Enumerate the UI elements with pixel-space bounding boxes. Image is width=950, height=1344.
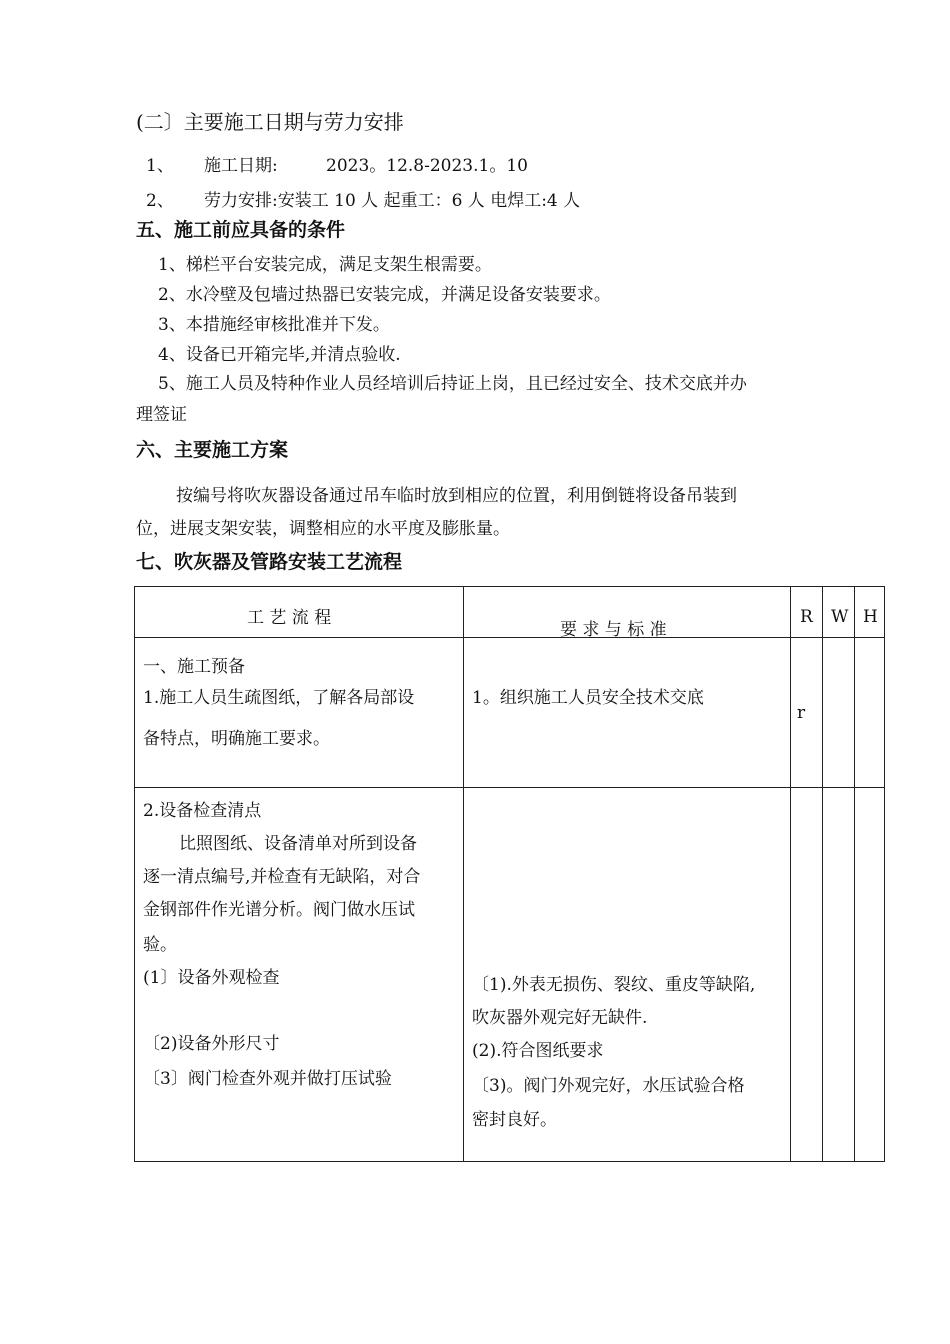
section7-title: 七、吹灰器及管路安装工艺流程: [136, 551, 403, 573]
header-w-cell: [823, 587, 855, 638]
row2-requirement-line: 密封良好。: [472, 1110, 557, 1130]
row1-w-cell: [823, 638, 855, 788]
table-row: [135, 638, 885, 788]
row2-process-line: 比照图纸、设备清单对所到设备: [179, 834, 417, 854]
section5-item-1: 1、梯栏平台安装完成，满足支架生根需要。: [158, 255, 492, 275]
header-w: W: [831, 607, 849, 627]
row1-process-cell: [135, 638, 464, 788]
row2-process-line: 〔2)设备外形尺寸: [143, 1034, 280, 1054]
row2-r-cell: [791, 788, 823, 1162]
row2-process-line: 逐一清点编号,并检查有无缺陷，对合: [143, 867, 421, 887]
section5-title: 五、施工前应具备的条件: [136, 219, 346, 241]
schedule-item1-label: 施工日期:: [204, 156, 278, 176]
row1-process-line: 1.施工人员生疏图纸，了解各局部设: [143, 688, 415, 708]
section6-para-line2: 位，进展支架安装，调整相应的水平度及膨胀量。: [136, 519, 510, 539]
schedule-item2-text: 劳力安排:安装工 10 人 起重工：6 人 电焊工:4 人: [204, 191, 581, 211]
row2-requirement-line: 〔1).外表无损伤、裂纹、重皮等缺陷,: [472, 975, 756, 995]
schedule-item1-num: 1、: [146, 156, 174, 176]
section5-item-5: 5、施工人员及特种作业人员经培训后持证上岗，且已经过安全、技术交底并办: [158, 374, 747, 394]
header-requirement: 要 求 与 标 准: [560, 620, 667, 640]
section6-para-line1: 按编号将吹灰器设备通过吊车临时放到相应的位置，利用倒链将设备吊装到: [176, 486, 737, 506]
schedule-heading: (二〕主要施工日期与劳力安排: [136, 110, 404, 134]
schedule-item1-value: 2023。12.8-2023.1。10: [326, 156, 528, 176]
row1-process-line: 备特点，明确施工要求。: [143, 729, 330, 749]
process-table: [134, 586, 885, 1162]
row2-process-line: 验。: [143, 935, 177, 955]
row1-r-mark: r: [797, 703, 806, 723]
header-h-cell: [855, 587, 885, 638]
row1-requirement-cell: [464, 638, 791, 788]
section5-item-4: 4、设备已开箱完毕,并清点验收.: [158, 345, 401, 365]
section6-title: 六、主要施工方案: [136, 439, 289, 461]
section5-item-3: 3、本措施经审核批准并下发。: [158, 315, 390, 335]
row2-process-line: 〔3〕阀门检查外观并做打压试验: [143, 1069, 392, 1089]
section5-item-2: 2、水冷壁及包墙过热器已安装完成，并满足设备安装要求。: [158, 285, 611, 305]
row1-process-line: 一、施工预备: [143, 657, 245, 677]
row2-w-cell: [823, 788, 855, 1162]
row2-process-line: 2.设备检查清点: [143, 801, 262, 821]
row2-h-cell: [855, 788, 885, 1162]
table-header-row: [135, 587, 885, 638]
row1-requirement: 1。组织施工人员安全技术交底: [472, 688, 704, 708]
row2-requirement-cell: [464, 788, 791, 1162]
header-h: H: [863, 607, 878, 627]
row1-r-cell: [791, 638, 823, 788]
header-requirement-cell: [464, 587, 791, 638]
header-process: 工 艺 流 程: [247, 608, 332, 628]
row2-process-cell: [135, 788, 464, 1162]
table-row: [135, 788, 885, 1162]
schedule-item2-num: 2、: [146, 191, 174, 211]
header-r-cell: [791, 587, 823, 638]
row2-requirement-line: 〔3)。阀门外观完好，水压试验合格: [472, 1076, 745, 1096]
section5-item-5-cont: 理签证: [136, 405, 187, 425]
row2-process-line: (1〕设备外观检查: [143, 968, 280, 988]
row2-requirement-line: 吹灰器外观完好无缺件.: [472, 1008, 648, 1028]
header-r: R: [800, 607, 813, 627]
row1-h-cell: [855, 638, 885, 788]
header-process-cell: [135, 587, 464, 638]
row2-process-line: 金钢部件作光谱分析。阀门做水压试: [143, 900, 415, 920]
row2-requirement-line: (2).符合图纸要求: [472, 1041, 604, 1061]
